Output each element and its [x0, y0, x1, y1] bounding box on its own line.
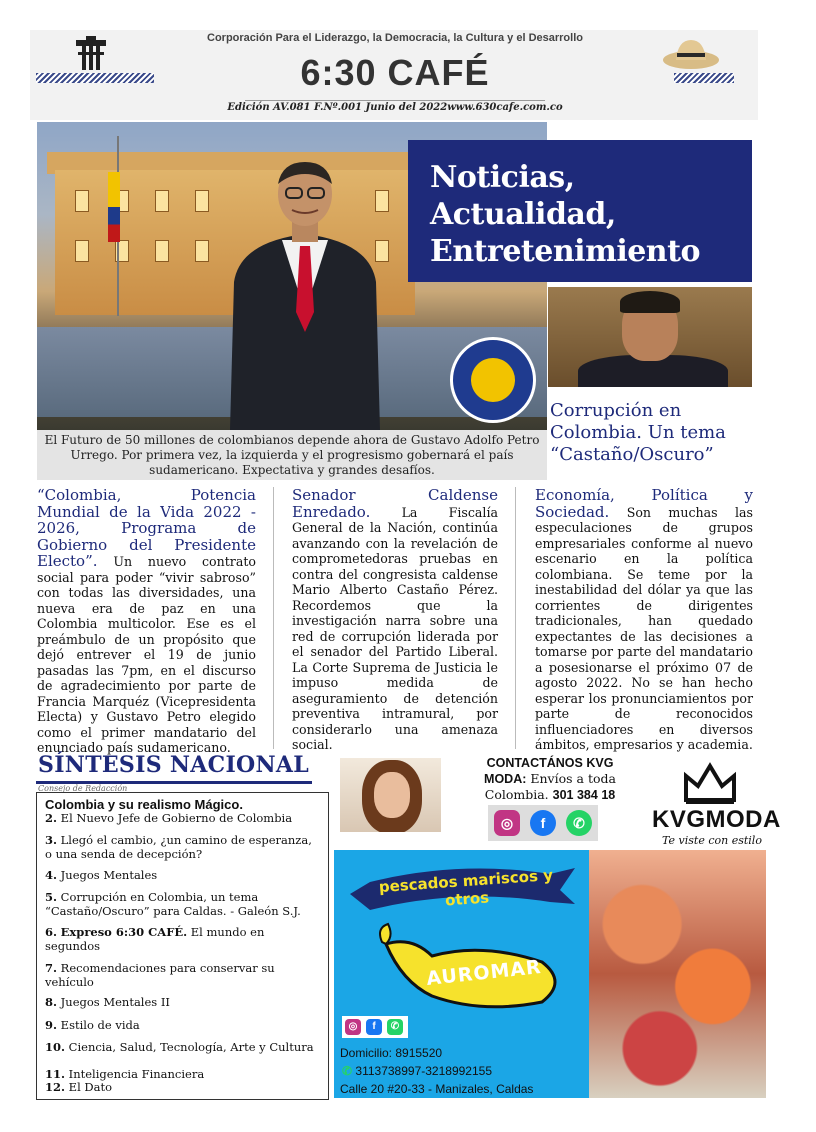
whatsapp-icon[interactable]: ✆: [387, 1019, 403, 1035]
article-heading: “Colombia, Potencia Mundial de la Vida 2022 - 2026, Programa de Gobierno del Presidente Electo”.: [37, 486, 256, 570]
operator-face: [374, 772, 410, 818]
article-heading: Economía, Política y Sociedad.: [535, 486, 753, 521]
social-icons: [488, 805, 598, 841]
toc-text: Juegos Mentales: [60, 868, 158, 882]
article-body: La Fiscalía General de la Nación, continúa avanzando con la revelación de comprometedoras pruebas en contra del congresista caldense Mario Alberto Castaño Pérez. Recordemos que la investigación narra sobre una red de corrupción liderada por el senador del Partido Liberal. La Corte Suprema de Justicia le impuso medida de aseguramiento de detención preventiva intramural, por considerarlo una amenaza social.: [292, 504, 498, 752]
whatsapp-icon: ✆: [342, 1064, 353, 1078]
ad-social-icons: [342, 1016, 408, 1038]
facebook-icon[interactable]: f: [366, 1019, 382, 1035]
contact-line: Envíos a toda: [530, 771, 616, 786]
toc-item[interactable]: [45, 961, 320, 989]
toc-number: 6.: [45, 925, 58, 939]
facebook-icon[interactable]: f: [530, 810, 556, 836]
toc-bold-text: Expreso 6:30 CAFÉ.: [60, 925, 188, 939]
contact-block: [460, 756, 640, 803]
toc-text: El mundo en segundos: [45, 925, 265, 953]
main-headline: [408, 140, 752, 282]
kvg-tagline: Te viste con estilo: [662, 834, 762, 847]
toc-number: 2.: [45, 811, 58, 825]
toc-text: Ciencia, Salud, Tecnología, Arte y Cultura: [68, 1040, 314, 1054]
article-heading: Senador Caldense Enredado.: [292, 486, 498, 521]
toc-item[interactable]: [45, 1080, 320, 1094]
window: [155, 190, 169, 212]
toc-number: 5.: [45, 890, 58, 904]
operator-photo: [340, 758, 441, 832]
toc-number: 8.: [45, 995, 58, 1009]
decorative-stripes-right: [674, 73, 734, 83]
toc-item[interactable]: [45, 868, 320, 882]
article-body: Son muchas las especulaciones de grupos empresariales conforme al nuevo escenario en la política colombiana. Se teme por la inestabilidad del dólar ya que las corrientes de dirigentes tradicionales, han quedado expectantes de las decisiones a tomarse por parte del mandatario a posesionarse el próximo 07 de agosto 2022. No se han hecho esperar los pronunciamientos por parte de reconocidos influenciadores en diversos ámbitos, empresarios y academia.: [535, 504, 753, 752]
article-senador: [292, 487, 498, 753]
org-name: Corporación Para el Liderazgo, la Democracia, la Cultura y el Desarrollo: [207, 32, 583, 44]
masthead: [30, 30, 758, 120]
hat-icon: [662, 34, 720, 72]
senator-portrait: [548, 287, 752, 387]
colombia-flag: [108, 172, 120, 242]
corruption-story-title: Corrupción en Colombia. Un tema “Castaño/Oscuro”: [550, 400, 726, 465]
headline-line: Noticias,: [430, 160, 575, 195]
ad-street: Calle 20 #20-33 - Manizales, Caldas: [340, 1082, 534, 1096]
toc-number: 12.: [45, 1080, 66, 1094]
headline-line: Actualidad,: [430, 197, 616, 232]
seal-shield: [471, 358, 515, 402]
toc-text: Juegos Mentales II: [60, 995, 170, 1009]
instagram-icon[interactable]: ◎: [345, 1019, 361, 1035]
crown-icon: [680, 762, 740, 806]
toc-item[interactable]: [45, 890, 320, 918]
contact-line2: Colombia.: [484, 787, 549, 802]
window: [195, 190, 209, 212]
ad-address-label: Domicilio: 8915520: [340, 1046, 443, 1060]
toc-text: El Dato: [68, 1080, 113, 1094]
president-portrait: [220, 162, 390, 430]
article-colombia-potencia: [37, 487, 256, 756]
column-divider: [273, 487, 274, 749]
toc-number: 11.: [45, 1067, 66, 1081]
toc-text: Corrupción en Colombia, un tema “Castaño/Oscuro” para Caldas. - Galeón S.J.: [45, 890, 301, 918]
whatsapp-icon[interactable]: ✆: [566, 810, 592, 836]
hero-caption: El Futuro de 50 millones de colombianos depende ahora de Gustavo Adolfo Petro Urrego. Por primera vez, la izquierda y el progresismo gobernará el país sudamericano. Expectativa y grandes desafíos.: [37, 430, 547, 480]
toc-number: 4.: [45, 868, 58, 882]
column-divider: [515, 487, 516, 749]
ad-phones[interactable]: 3113738997-3218992155: [355, 1064, 492, 1078]
colombia-seal-icon: [450, 337, 536, 423]
window: [155, 240, 169, 262]
ad-phones-row: [342, 1064, 492, 1078]
sintesis-subtitle: Consejo de Redacción: [38, 784, 128, 793]
contact-heading: CONTACTÁNOS KVG: [486, 756, 614, 770]
toc-item[interactable]: [45, 1018, 320, 1032]
toc-text: Inteligencia Financiera: [68, 1067, 205, 1081]
sintesis-title: SÍNTESIS NACIONAL: [38, 752, 310, 778]
contact-phone[interactable]: 301 384 18: [552, 788, 616, 802]
toc-text: Llegó el cambio, ¿un camino de esperanza, o una senda de decepción?: [45, 833, 312, 861]
seafood-photo: [589, 850, 766, 1098]
headline-line: Entretenimiento: [430, 234, 700, 269]
instagram-icon[interactable]: ◎: [494, 810, 520, 836]
window: [75, 240, 89, 262]
toc-item[interactable]: [45, 925, 320, 953]
toc-item[interactable]: [45, 1040, 320, 1054]
toc-text: Estilo de vida: [60, 1018, 140, 1032]
toc-item[interactable]: [45, 1067, 320, 1081]
article-economia: [535, 487, 753, 753]
toc-number: 9.: [45, 1018, 58, 1032]
ad-brand: AUROMAR: [425, 956, 543, 990]
title-rule: [245, 100, 545, 101]
toc-item[interactable]: [45, 995, 320, 1009]
article-body: Un nuevo contrato social para poder “vivir sabroso” con todas las diversidades, una nueva era de paz en una Colombia multicolor. Ese es el preámbulo de un propósito que dejó entrever el 19 de junio pasadas las 7pm, en el discurso de agradecimiento por parte de Francia Marquéz (Vicepresidenta Electa) y Gustavo Petro elegido como el primer mandatario del enunciado país sudamericano.: [37, 554, 256, 755]
toc-text: El Nuevo Jefe de Gobierno de Colombia: [60, 811, 293, 825]
table-of-contents: [36, 792, 329, 1100]
toc-item[interactable]: [45, 811, 320, 825]
window: [195, 240, 209, 262]
newspaper-title: 6:30 CAFÉ: [300, 52, 490, 93]
toc-heading: Colombia y su realismo Mágico.: [45, 797, 243, 812]
toc-number: 10.: [45, 1040, 66, 1054]
toc-text: Recomendaciones para conservar su vehículo: [45, 961, 275, 989]
decorative-stripes-left: [36, 73, 154, 83]
toc-item[interactable]: [45, 833, 320, 861]
toc-number: 3.: [45, 833, 58, 847]
kvg-brand: KVGMODA: [652, 806, 781, 833]
abstract-logo-icon: [74, 36, 108, 72]
auromar-ad[interactable]: [334, 850, 766, 1098]
ad-banner-text: pescados mariscos y otros: [378, 865, 554, 910]
window: [75, 190, 89, 212]
edition-line: Edición AV.081 F.Nº.001 Junio del 2022www.630cafe.com.co: [227, 102, 563, 113]
toc-number: 7.: [45, 961, 58, 975]
portrait-hair: [620, 291, 680, 313]
contact-line-bold: MODA:: [484, 772, 527, 786]
